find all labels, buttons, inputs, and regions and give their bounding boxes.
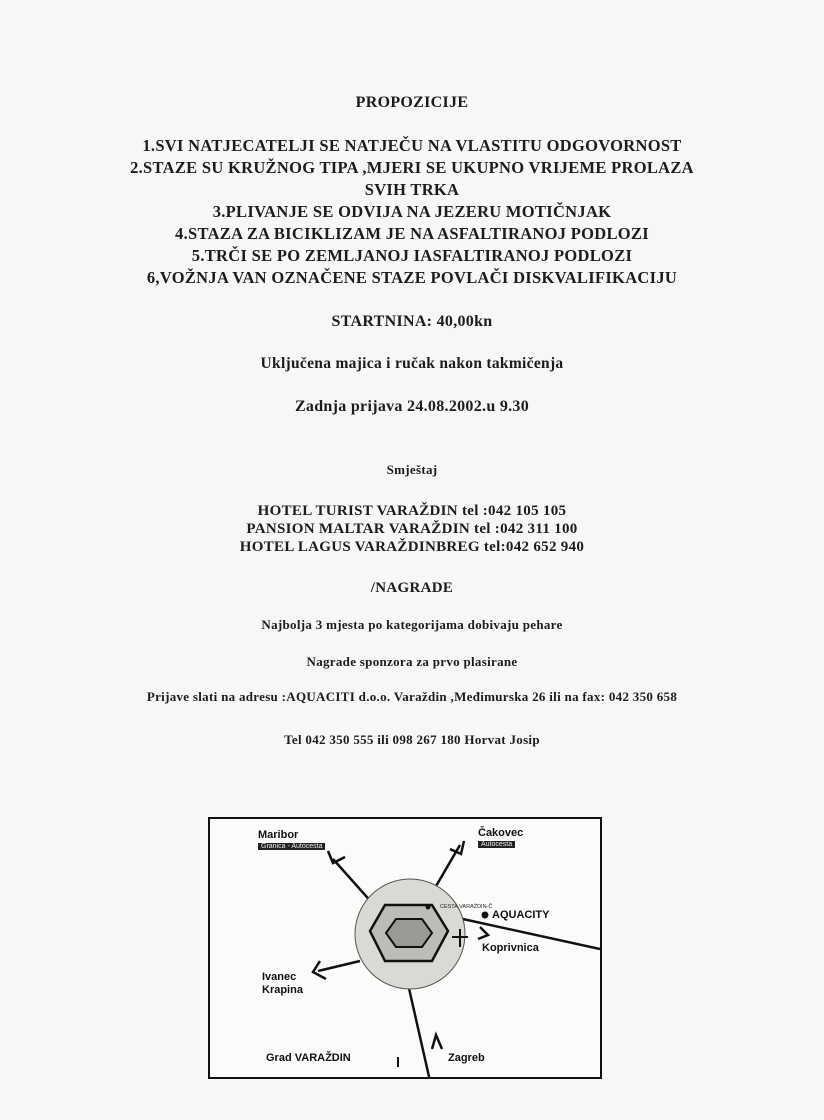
map-sublabel-cakovec: Autocesta xyxy=(478,841,515,848)
accommodation-hotel-turist: HOTEL TURIST VARAŽDIN tel :042 105 105 xyxy=(257,503,567,519)
rule-4: 4.STAZA ZA BICIKLIZAM JE NA ASFALTIRANOJ PODLOZI xyxy=(175,224,649,243)
city-center xyxy=(386,919,432,947)
awards-sponsors: Nagrade sponzora za prvo plasirane xyxy=(306,654,518,669)
registration-deadline: Zadnja prijava 24.08.2002.u 9.30 xyxy=(294,398,530,415)
map-label-koprivnica: Koprivnica xyxy=(482,942,539,954)
arrow-zagreb xyxy=(432,1035,442,1049)
map-sublabel-maribor: Granica - Autocesta xyxy=(258,843,325,850)
map-label-krapina: Krapina xyxy=(262,984,303,996)
map-label-maribor: Maribor xyxy=(258,829,299,841)
arrow-cakovec xyxy=(450,841,464,854)
aquacity-marker xyxy=(482,912,489,919)
rule-1: 1.SVI NATJECATELJI SE NATJEČU NA VLASTITU ODGOVORNOST xyxy=(142,136,682,155)
rule-2-continued: SVIH TRKA xyxy=(364,180,460,199)
rule-2: 2.STAZE SU KRUŽNOG TIPA ,MJERI SE UKUPNO VRIJEME PROLAZA xyxy=(130,158,694,177)
accommodation-heading: Smještaj xyxy=(386,462,438,477)
accommodation-hotel-lagus: HOTEL LAGUS VARAŽDINBREG tel:042 652 940 xyxy=(239,539,585,555)
map-label-grad-varazdin: Grad VARAŽDIN xyxy=(266,1052,351,1064)
arrow-maribor xyxy=(328,851,345,863)
awards-trophies: Najbolja 3 mjesta po kategorijama dobivaju pehare xyxy=(261,617,563,632)
rule-3: 3.PLIVANJE SE ODVIJA NA JEZERU MOTIČNJAK xyxy=(212,202,612,221)
location-map xyxy=(208,817,602,1079)
road-ivanec xyxy=(318,961,360,971)
rule-6: 6,VOŽNJA VAN OZNAČENE STAZE POVLAČI DISKVALIFIKACIJU xyxy=(146,268,678,287)
map-label-cakovec: Čakovec xyxy=(478,827,524,839)
map-road-note: CESTA VARAŽDIN-Č xyxy=(440,904,493,910)
entry-fee: STARTNINA: 40,00kn xyxy=(331,313,493,330)
junction-marker xyxy=(426,905,431,910)
map-label-ivanec: Ivanec xyxy=(262,971,297,983)
arrow-koprivnica xyxy=(478,927,488,939)
contact-phone: Tel 042 350 555 ili 098 267 180 Horvat Josip xyxy=(284,732,540,747)
page-title: PROPOZICIJE xyxy=(355,94,469,111)
application-address: Prijave slati na adresu :AQUACITI d.o.o. Varaždin ,Međimurska 26 ili na fax: 042 350 658 xyxy=(146,689,678,704)
map-drawing xyxy=(210,819,602,1079)
map-label-zagreb: Zagreb xyxy=(448,1052,485,1064)
road-zagreb xyxy=(408,984,430,1079)
map-label-aquacity: AQUACITY xyxy=(492,909,550,921)
awards-heading: /NAGRADE xyxy=(370,580,454,596)
rule-5: 5.TRČI SE PO ZEMLJANOJ IASFALTIRANOJ PODLOZI xyxy=(191,246,633,265)
included-note: Uključena majica i ručak nakon takmičenja xyxy=(260,355,564,372)
accommodation-pansion-maltar: PANSION MALTAR VARAŽDIN tel :042 311 100 xyxy=(246,521,578,537)
